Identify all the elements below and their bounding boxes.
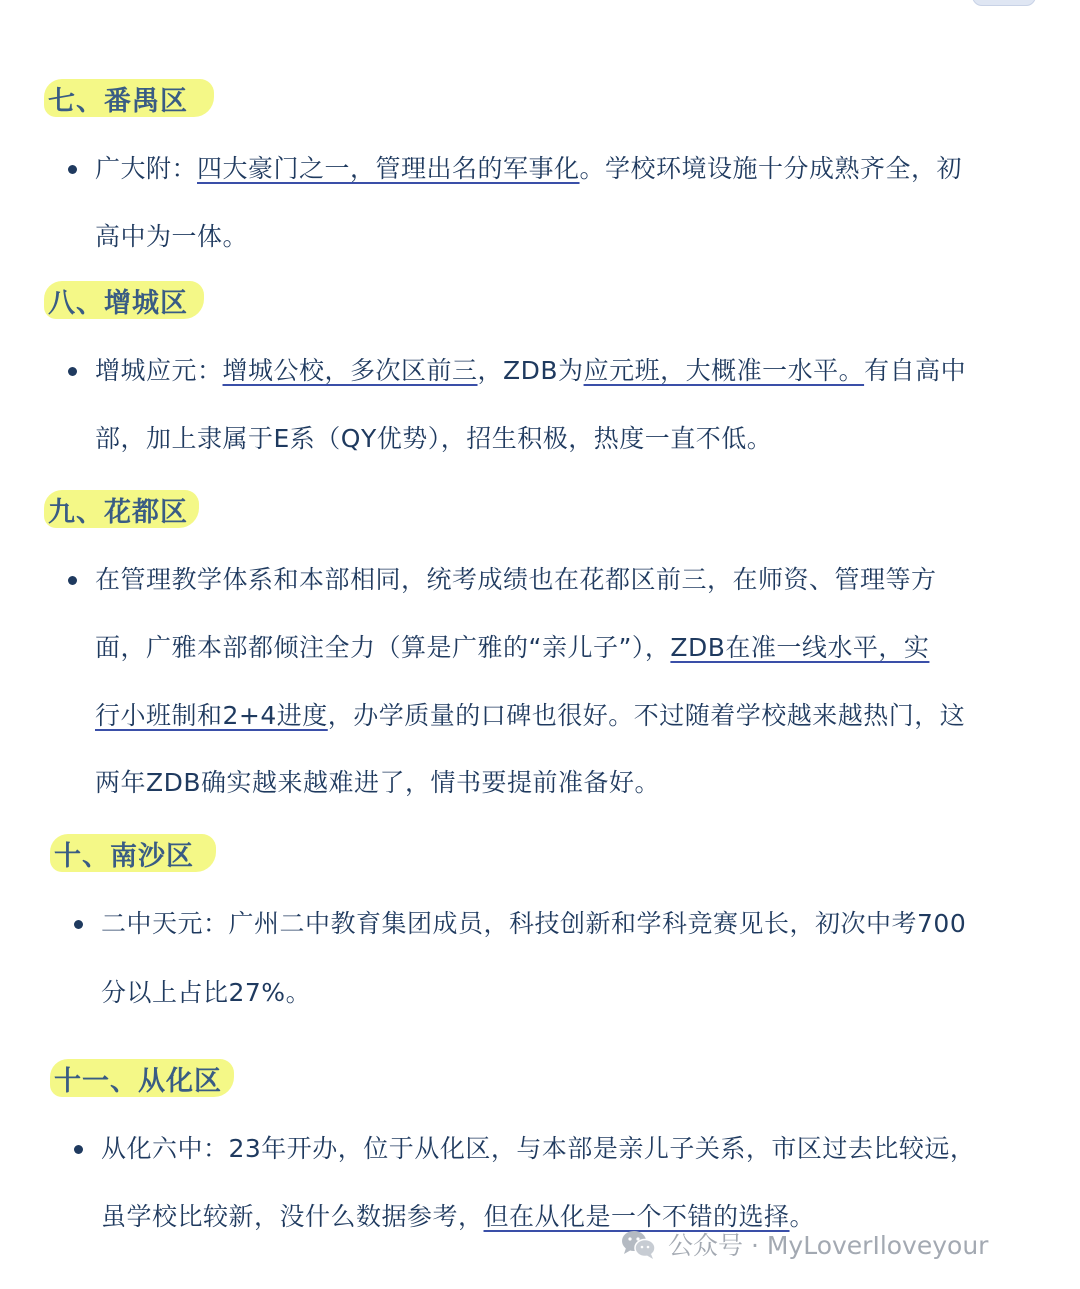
section-heading-panyu xyxy=(44,78,188,118)
underlined-phrase: 但在从化是一个不错的选择 xyxy=(483,1202,790,1231)
text-line xyxy=(95,153,962,185)
underlined-phrase: 四大豪门之一，管理出名的军事化 xyxy=(197,154,580,183)
section-heading-huadu xyxy=(44,489,188,529)
wechat-icon xyxy=(620,1228,658,1260)
text-span: 。学校环境设施十分成熟齐全，初 xyxy=(579,154,963,183)
text-line: 分以上占比27%。 xyxy=(101,978,312,1007)
bullet-dot xyxy=(68,576,77,585)
text-span: 虽学校比较新，没什么数据参考， xyxy=(101,1202,484,1231)
section-heading-nansha xyxy=(50,833,194,873)
bullet-dot xyxy=(68,367,77,376)
text-line: 两年ZDB确实越来越难进了，情书要提前准备好。 xyxy=(95,768,661,797)
text-span: ，办学质量的口碑也很好。不过随着学校越来越热门，这 xyxy=(327,701,966,730)
school-name: 增城应元： xyxy=(95,356,223,385)
heading-text: 七、番禺区 xyxy=(48,85,188,117)
text-line: 二中天元：广州二中教育集团成员，科技创新和学科竞赛见长，初次中考700 xyxy=(101,909,967,938)
section-heading-zengcheng xyxy=(44,280,188,320)
heading-text: 九、花都区 xyxy=(48,496,188,528)
underlined-phrase: ZDB在准一线水平，实 xyxy=(670,633,930,662)
text-line: 从化六中：23年开办，位于从化区，与本部是亲儿子关系，市区过去比较远， xyxy=(101,1134,976,1163)
text-line: 在管理教学体系和本部相同，统考成绩也在花都区前三，在师资、管理等方 xyxy=(95,565,937,594)
text-line xyxy=(95,700,965,732)
text-line xyxy=(95,632,929,664)
heading-text: 八、增城区 xyxy=(48,287,188,319)
underlined-phrase: 应元班，大概准一水平。 xyxy=(583,356,865,385)
bullet-dot xyxy=(74,1145,83,1154)
text-span: ，ZDB为 xyxy=(477,356,584,385)
watermark xyxy=(620,1226,988,1262)
underlined-phrase: 增城公校，多次区前三 xyxy=(222,356,478,385)
text-span: 。 xyxy=(789,1202,816,1231)
text-span: 有自高中 xyxy=(864,356,967,385)
bullet-dot xyxy=(74,920,83,929)
top-tab-decoration xyxy=(972,0,1036,6)
text-line: 高中为一体。 xyxy=(95,222,249,251)
heading-text: 十一、从化区 xyxy=(54,1065,222,1097)
text-line xyxy=(95,355,966,387)
text-line: 部，加上隶属于E系（QY优势），招生积极，热度一直不低。 xyxy=(95,424,773,453)
bullet-dot xyxy=(68,165,77,174)
heading-text: 十、南沙区 xyxy=(54,840,194,872)
underlined-phrase: 行小班制和2+4进度 xyxy=(95,701,328,730)
text-span: 面，广雅本部都倾注全力（算是广雅的“亲儿子”）， xyxy=(95,633,671,662)
watermark-text: 公众号 · MyLoverIloveyour xyxy=(668,1231,989,1260)
section-heading-conghua xyxy=(50,1058,222,1098)
school-name: 广大附： xyxy=(95,154,198,183)
